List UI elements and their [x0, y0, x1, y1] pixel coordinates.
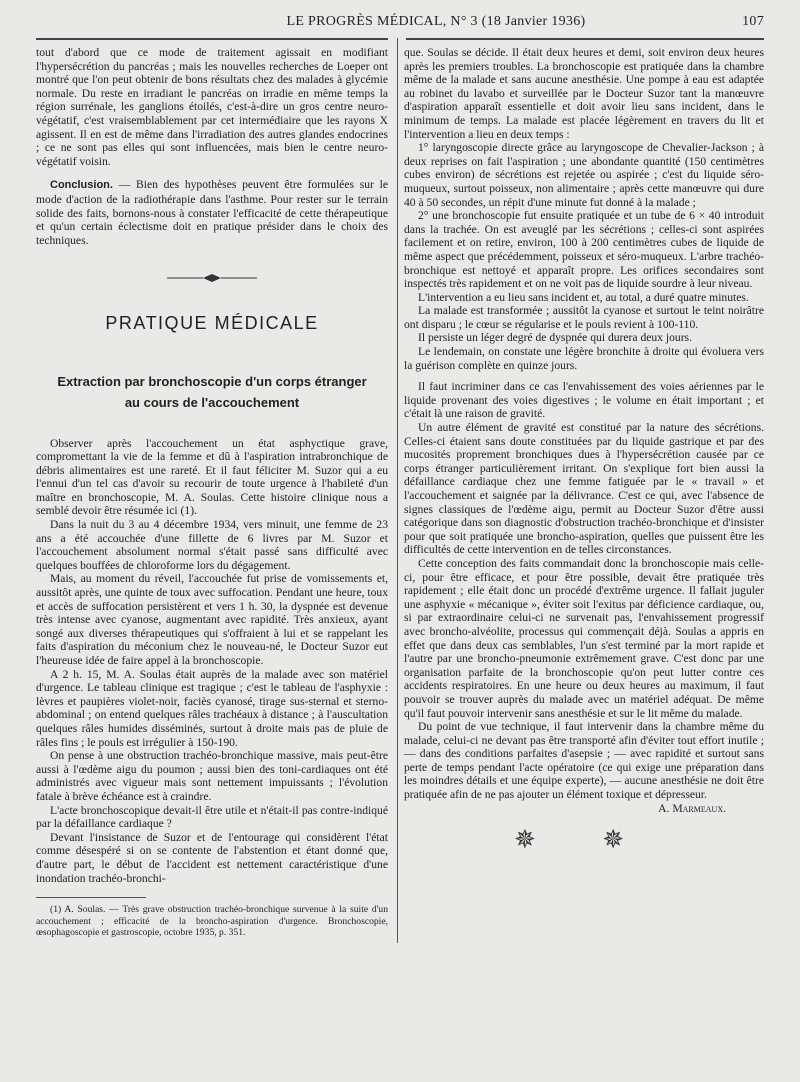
body-paragraph: 2° une bronchoscopie fut ensuite pratiquée et un tube de 6 × 40 introduit dans la trachée. On est aveuglé par les sécrétions ; celles-ci sont aspirées facilement et on retire, environ, 100 à 200 centimètres cubes de liquide de même aspect que précédemment, poisseux et séro-muqueux. L'arbre trachéo-bronchique est nettoyé et apparaît propre. Les orifices secondaires sont inspectés très rapidement et on ne voit pas de liquide sourdre à leur niveau.	[404, 209, 764, 291]
body-paragraph: L'acte bronchoscopique devait-il être utile et n'était-il pas contre-indiqué par la défaillance cardiaque ?	[36, 803, 388, 831]
body-paragraph: Dans la nuit du 3 au 4 décembre 1934, vers minuit, une femme de 23 ans a été accouchée d'une fillette de 6 livres par M. Suzor et l'accouchement absolument normal s'était passé sans difficulté avec quelques bouffées de chloroforme lors du dégagement.	[36, 518, 388, 572]
body-paragraph: Mais, au moment du réveil, l'accouchée fut prise de vomissements et, aussitôt après, une quinte de toux avec suffocation. Pendant une heure, toux et accès de suffocation persistèrent et vers 1 h. 30, la dyspnée est devenue très intense avec cyanose, augmentant avec rapidité. Très anxieux, ayant songé aux diverses thérapeutiques qui s'offraient à lui et se rappelant les faits d'aspiration du méconium chez le nouveau-né, le Docteur Suzor eut l'heureuse idée de faire appel à la bronchoscopie.	[36, 572, 388, 667]
header-rule-right	[406, 38, 764, 40]
body-paragraph: La malade est transformée ; aussitôt la cyanose et surtout le teint noirâtre ont disparu ; le cœur se régularise et le pouls revient à 100-110.	[404, 304, 764, 331]
column-divider	[397, 38, 398, 943]
ornament-rule-icon	[167, 273, 257, 283]
conclusion-text: — Bien des hypothèses peuvent être formulées sur le mode d'action de la radiothérapie dans l'asthme. Pour rester sur le terrain solide des faits, bornons-nous à constater l'efficacité de cette thérapeutique et qu'un certain éclectisme doit en pratique présider dans le choix des techniques.	[36, 178, 388, 247]
body-paragraph: Cette conception des faits commandait donc la bronchoscopie mais celle-ci, pour être efficace, et pour être possible, devait être pratiquée très rapidement ; elle était donc un procédé d'extrême urgence. Il fallait juguler une asphyxie « mécanique », éviter soit l'exitus par déficience cardiaque, ou, si par extraordinaire celui-ci ne survenait pas, l'envahissement progressif avec broncho-alvéolite, processus qui commençait déjà. Soulas a appris en effet que dans deux cas semblables, l'un s'est terminé par la mort rapide et l'autre par une broncho-pneumonie extrêmement grave. C'est donc par une organisation parfaite de la bronchoscopie qu'on peut lutter contre ces accidents respiratoires. En une heure ou deux heures au maximum, il faut pouvoir se trouver auprès du malade avec un matériel adéquat. De même qu'il faut pouvoir intervenir sans anesthésie et sur le lit même du malade.	[404, 556, 764, 720]
right-column	[404, 46, 764, 855]
conclusion-paragraph	[36, 178, 388, 247]
body-paragraph: Il faut incriminer dans ce cas l'envahissement des voies aériennes par le liquide provenant des voies digestives ; le volume en était important ; et c'était là une raison de gravité.	[404, 380, 764, 421]
body-paragraph: 1° laryngoscopie directe grâce au laryngoscope de Chevalier-Jackson ; à deux reprises on fait l'aspiration ; une abondante quantité (150 centimètres cubes environ) de sécrétions est rejetée ou aspirée ; c'est du liquide séro-muqueux, surtout poisseux, non alimentaire ; après cette manœuvre qui dure 40 à 50 secondes, un répit d'une minute fut donné à la malade ;	[404, 141, 764, 209]
body-paragraph: Il persiste un léger degré de dyspnée qui durera deux jours.	[418, 331, 692, 345]
body-paragraph: Devant l'insistance de Suzor et de l'entourage qui considèrent l'état comme désespéré si on se contente de l'abstention et étant donné que, d'autre part, le début de l'accident est nettement caractéristique d'une inondation trachéo-bronchi-	[36, 830, 388, 885]
body-paragraph: Un autre élément de gravité est constitué par la nature des sécrétions. Celles-ci étaient sans doute constituées par du liquide gastrique et par des mucosités proprement bronchiques dues à l'hypersécrétion causée par ce corps étranger particulièrement irritant. On s'explique fort bien aussi la défaillance cardiaque chez une femme fatiguée par le « travail » et l'accouchement et saignée par la délivrance. C'est ce qui, avec l'absence de signes classiques de l'œdème aigu, permit au Docteur Suzor d'être aussi catégorique dans son diagnostic d'obstruction trachéo-bronchique et d'insister pour que soit pratiquée une broncho-aspiration, quelles que puissent être les difficultés de cette intervention en de telles circonstances.	[404, 421, 764, 557]
conclusion-label: Conclusion.	[50, 179, 113, 192]
running-header	[36, 14, 764, 36]
page-number: 107	[742, 14, 764, 29]
journal-title: LE PROGRÈS MÉDICAL, N° 3 (18 Janvier 1936)	[286, 14, 586, 29]
author-signature: A. Marmeaux.	[658, 801, 726, 815]
article-title	[36, 371, 388, 413]
body-paragraph: que. Soulas se décide. Il était deux heures et demi, soit environ deux heures après les premiers troubles. La bronchoscopie est pratiquée dans la chambre même de la malade et sans aucune anesthésie. Une pompe à eau est adaptée au robinet du lavabo et surveillée par le Docteur Suzor tant la manœuvre d'aspiration apparaît essentielle et doit avoir lieu sans incident, dans le minimum de temps. La malade est placée légèrement en travers du lit et l'intervention a lieu en deux temps :	[404, 46, 764, 141]
body-paragraph: Du point de vue technique, il faut intervenir dans la chambre même du malade, celui-ci ne devant pas être transporté afin d'éviter tout effort inutile ; — dans des conditions parfaites d'asepsie ; — avec rapidité et surtout sans perte de temps pendant l'acte opératoire (ce qui exige une préparation dans les moindres détails et une équipe experte), — aucune anesthésie ne doit être pratiquée afin de ne pas ajouter un élément toxique et dépresseur.	[404, 720, 764, 802]
body-paragraph: On pense à une obstruction trachéo-bronchique massive, mais peut-être aussi à l'œdème aigu du poumon ; aussi bien des toni-cardiaques ont été administrés avec vigueur mais sont nettement impuissants ; l'évolution fatale à brève échéance est à craindre.	[36, 749, 388, 803]
article-title-line1: Extraction par bronchoscopie d'un corps étranger	[57, 373, 367, 389]
header-rule-left	[36, 38, 388, 40]
body-paragraph: A 2 h. 15, M. A. Soulas était auprès de la malade avec son matériel d'urgence. Le tableau clinique est tragique ; c'est le tableau de l'asphyxie : lèvres et paupières violet-noir, faciès cyanosé, tirage sus-sternal et sterno-abdominal ; on entend quelques râles trachéaux à distance ; à l'auscultation quelques râles humides disséminés, surtout à droite mais pas de pluie de râles fins ; le pouls est irrégulier à 150-190.	[36, 667, 388, 749]
left-column	[36, 46, 388, 939]
footnote: (1) A. Soulas. — Très grave obstruction trachéo-bronchique survenue à la suite d'un accouchement ; efficacité de la broncho-aspiration d'urgence. Bronchoscopie, œsophagoscopie et gastroscopie, octobre 1935, p. 351.	[36, 904, 388, 939]
body-paragraph: L'intervention a eu lieu sans incident et, au total, a duré quatre minutes.	[418, 290, 749, 304]
article-title-line2: au cours de l'accouchement	[124, 394, 300, 410]
intro-paragraph: tout d'abord que ce mode de traitement agissait en modifiant l'hypersécrétion du pancréas ; mais les nouvelles recherches de Loeper ont montré que l'on peut obtenir de bons résultats chez des malades à glycémie normale. Du reste en irradiant le pancréas on irradie en même temps la région surrénale, les ganglions étoilés, c'est-à-dire un gros centre neuro-végétatif, c'est vraisemblablement par cet intermédiaire que les rayons X agissent. Il en est de même dans l'irradiation des autres glandes endocrines ; ce ne sont pas elles qui sont influencées, mais bien le centre neuro-végétatif voisin.	[36, 46, 388, 168]
end-ornament: ✵ ✵	[513, 825, 655, 855]
body-paragraph: Le lendemain, on constate une légère bronchite à droite qui évoluera vers la guérison complète en quinze jours.	[404, 345, 764, 372]
section-ornament	[36, 273, 388, 287]
footnote-rule	[36, 897, 146, 898]
body-paragraph: Observer après l'accouchement un état asphyctique grave, compromettant la vie de la femme et dû à l'aspiration intrabronchique de débris alimentaires est une rareté. Et il faut féliciter M. Suzor qui a eu l'ennui d'un tel cas d'avoir su recourir de toute urgence à l'habileté d'un maître en bronchoscopie, M. A. Soulas. Cette histoire clinique nous a semblé devoir être résumée ici (1).	[36, 436, 388, 518]
section-heading: PRATIQUE MÉDICALE	[105, 312, 319, 333]
